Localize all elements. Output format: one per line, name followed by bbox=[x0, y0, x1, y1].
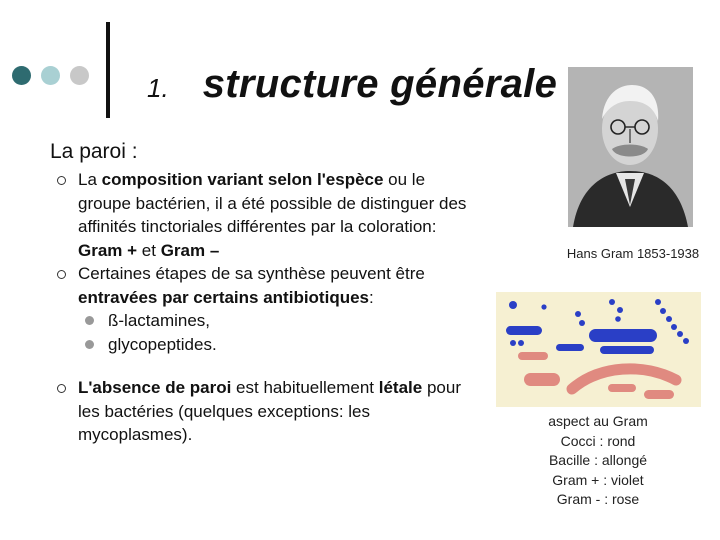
legend-line: aspect au Gram bbox=[548, 413, 648, 429]
dot-light bbox=[41, 66, 60, 85]
bullet-item bbox=[50, 376, 470, 447]
bullet-ring-icon bbox=[57, 384, 66, 393]
bullet-ring-icon bbox=[57, 270, 66, 279]
dot-dark bbox=[12, 66, 31, 85]
bullet-text: La composition variant selon l'espèce ou le groupe bactérien, il a été possible de distinguer des affinités tinctoriales différentes par la coloration: Gram + et Gram – bbox=[78, 170, 467, 260]
bullet-item bbox=[50, 168, 470, 262]
dot-grey bbox=[70, 66, 89, 85]
bullet-text: L'absence de paroi est habituellement létale pour les bactéries (quelques exceptions: les mycoplasmes). bbox=[78, 378, 461, 444]
bullet-ring-icon bbox=[57, 176, 66, 185]
legend-line: Cocci : rond bbox=[560, 432, 636, 449]
sub-bullet-icon bbox=[85, 316, 94, 325]
subheading: La paroi : bbox=[50, 140, 138, 163]
header-divider bbox=[106, 22, 110, 118]
legend-line: Gram - : rose bbox=[556, 491, 640, 507]
legend-line: Bacille : allongé bbox=[548, 452, 648, 468]
slide-heading bbox=[147, 62, 557, 107]
gram-stain-illustration bbox=[496, 292, 701, 407]
slide-title: structure générale bbox=[202, 62, 558, 106]
legend-line: Gram + : violet bbox=[552, 471, 644, 488]
sub-bullet-text: glycopeptides. bbox=[108, 334, 217, 354]
bullet-item bbox=[50, 262, 470, 309]
sub-bullet-item bbox=[50, 333, 470, 357]
portrait-caption: Hans Gram 1853-1938 bbox=[566, 246, 700, 261]
bullet-list bbox=[50, 168, 470, 447]
sub-bullet-icon bbox=[85, 340, 94, 349]
bullet-text: Certaines étapes de sa synthèse peuvent être entravées par certains antibiotiques: bbox=[78, 264, 425, 307]
portrait-photo bbox=[568, 67, 693, 227]
gram-legend bbox=[513, 412, 683, 510]
sub-bullet-item bbox=[50, 309, 470, 333]
section-number: 1. bbox=[147, 73, 169, 103]
sub-bullet-text: ß-lactamines, bbox=[108, 311, 211, 330]
